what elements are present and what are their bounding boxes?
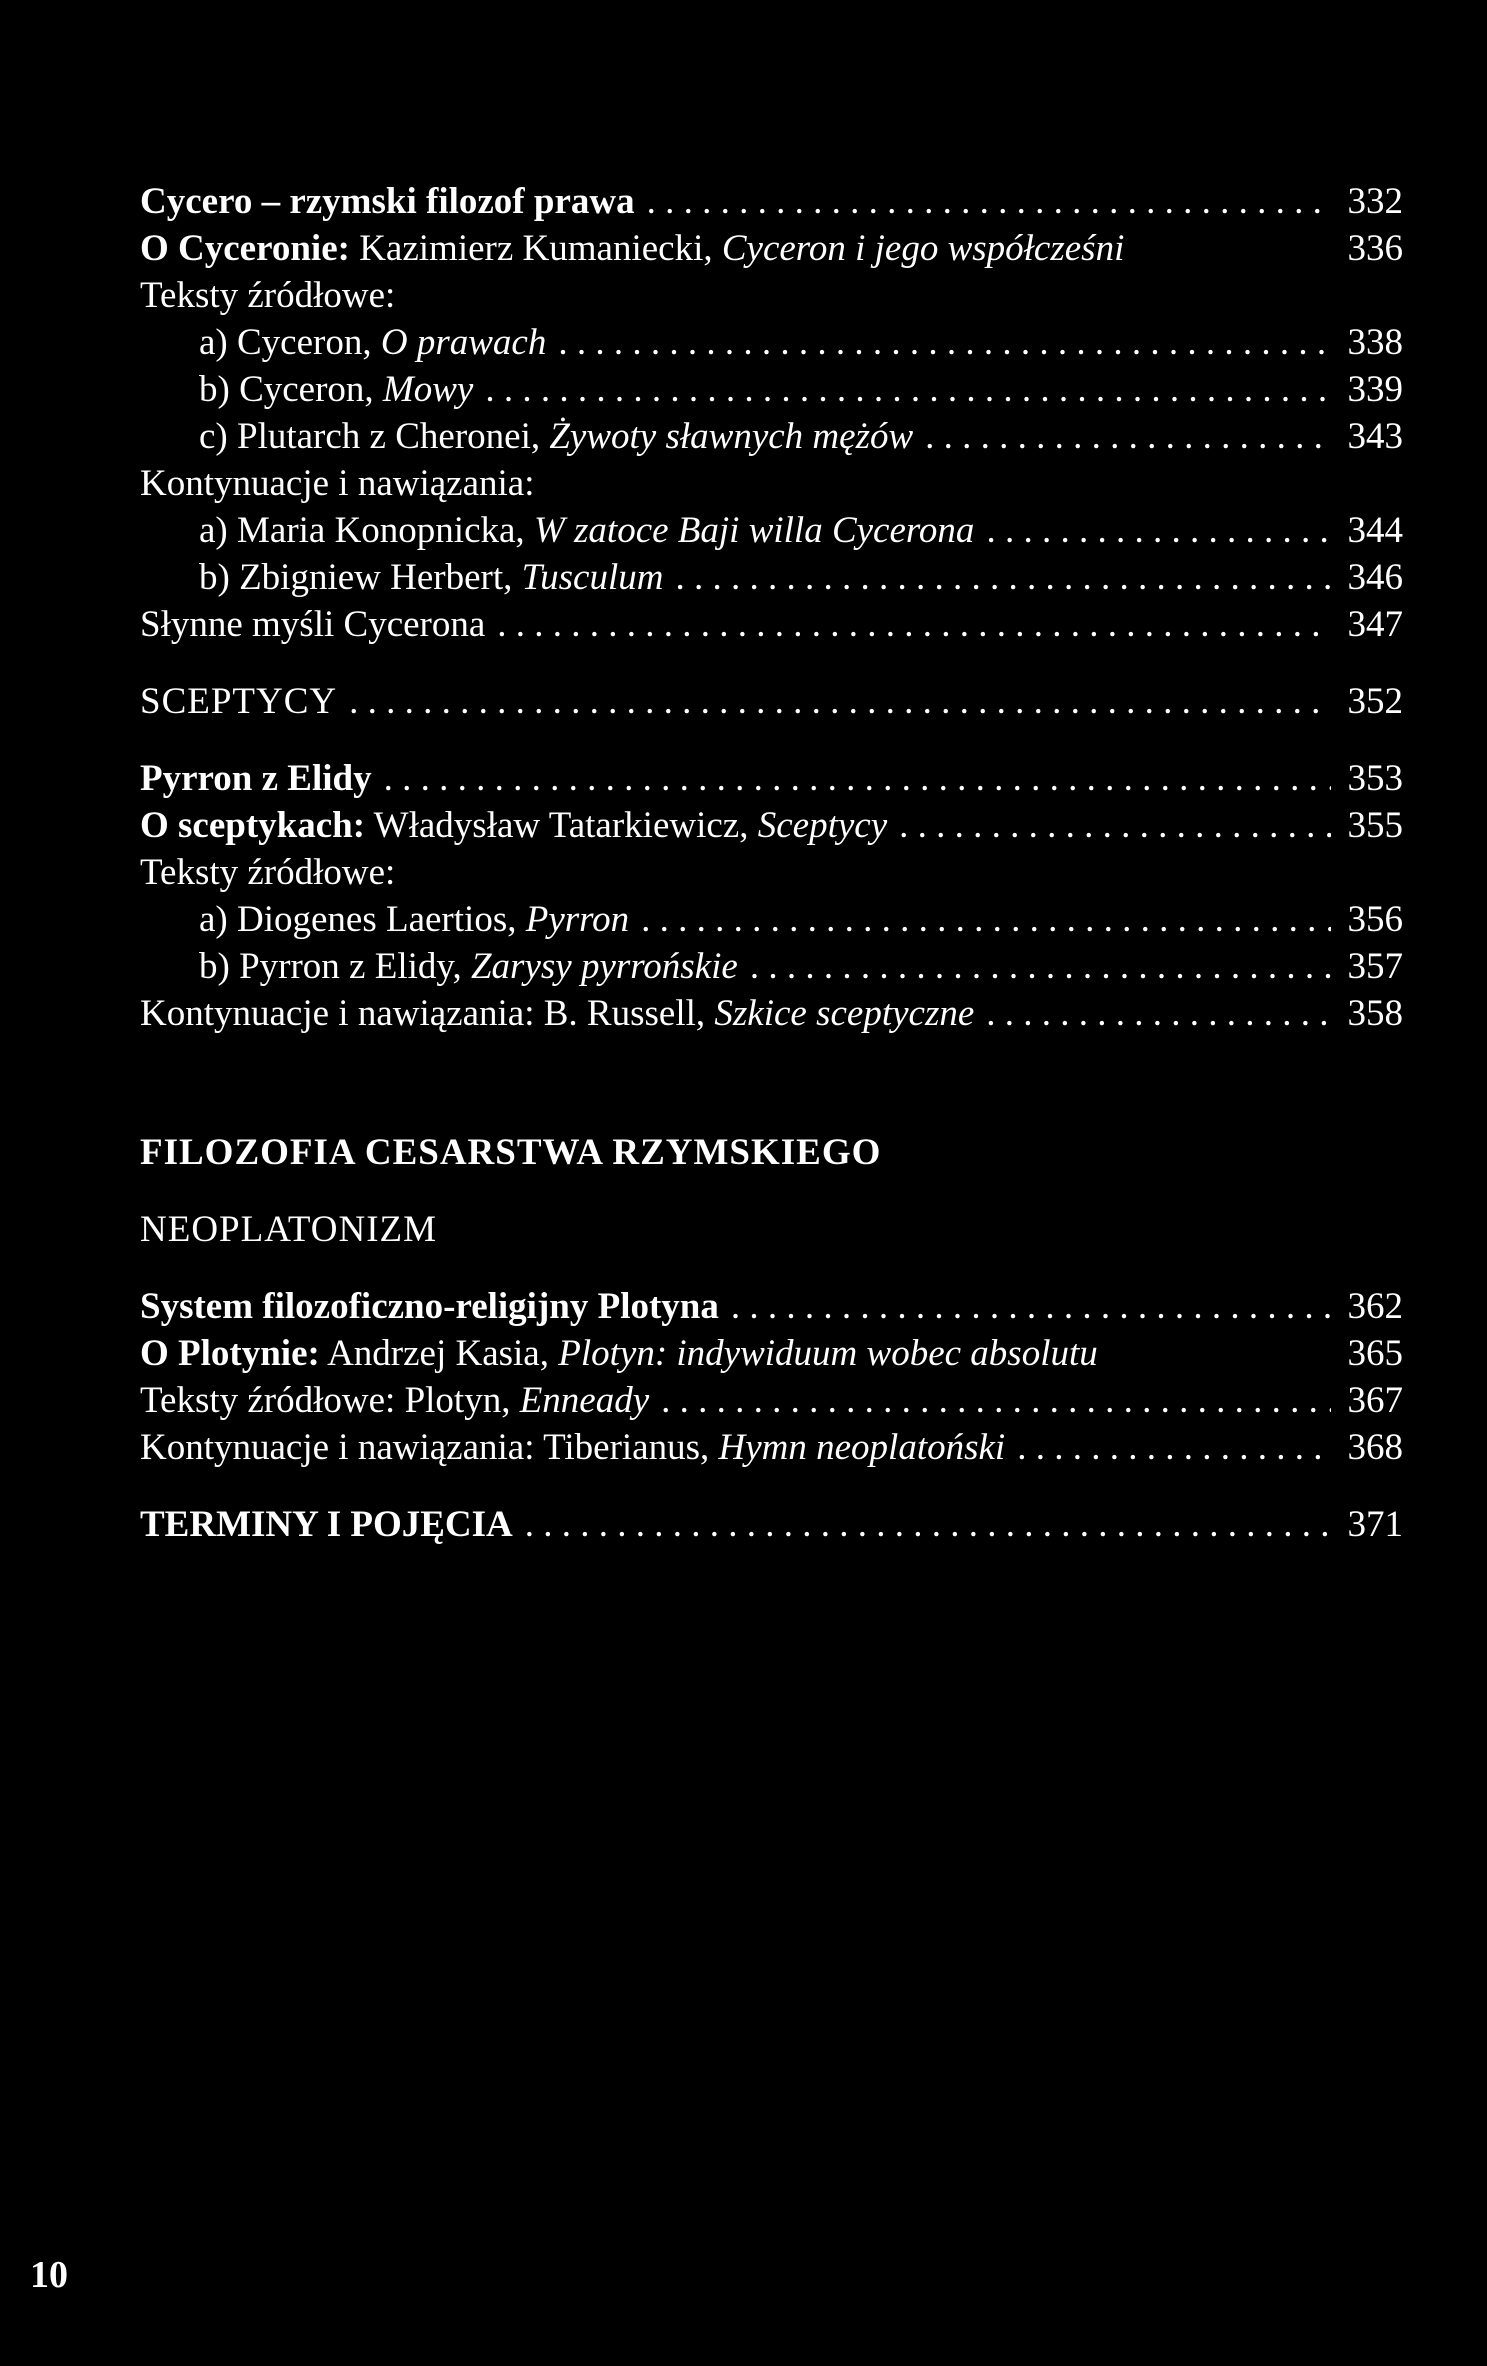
entry-title: c) Plutarch z Cheronei, Żywoty sławnych mężów: [199, 416, 914, 457]
dot-leader: [641, 896, 1331, 943]
dot-leader: [1017, 1424, 1331, 1471]
page-ref: 371: [1347, 1504, 1403, 1545]
entry-title: Pyrron z Elidy: [140, 758, 372, 799]
dot-leader: [349, 678, 1331, 725]
entry-title: b) Cyceron, Mowy: [199, 369, 474, 410]
entry-title: Teksty źródłowe: Plotyn, Enneady: [140, 1380, 650, 1421]
entry-title: TERMINY I POJĘCIA: [140, 1504, 513, 1545]
dot-leader: [750, 943, 1331, 990]
entry-title: SCEPTYCY: [140, 681, 338, 722]
page-ref: 339: [1347, 369, 1403, 410]
dot-leader: [731, 1283, 1331, 1330]
dot-leader: [899, 802, 1331, 849]
toc-entry-system-plotyna: [140, 1283, 1403, 1330]
entry-title: b) Pyrron z Elidy, Zarysy pyrrońskie: [199, 946, 738, 987]
toc-subheading-teksty-2: [140, 849, 1403, 896]
toc-entry-russell: [140, 990, 1403, 1037]
dot-leader: [647, 178, 1331, 225]
toc-entry-o-cyceronie: [140, 225, 1403, 272]
section-heading-neoplatonizm: NEOPLATONIZM: [140, 1209, 438, 1250]
dot-leader: [485, 366, 1331, 413]
page-ref: 347: [1347, 604, 1403, 645]
entry-title: Teksty źródłowe:: [140, 275, 396, 316]
toc-entry-tiberianus: [140, 1424, 1403, 1471]
page-ref: 336: [1347, 228, 1403, 269]
section-heading-filozofia: FILOZOFIA CESARSTWA RZYMSKIEGO: [140, 1132, 882, 1173]
entry-title: Słynne myśli Cycerona: [140, 604, 486, 645]
toc-subheading-kontynuacje: [140, 460, 1403, 507]
entry-title: Teksty źródłowe:: [140, 852, 396, 893]
page-number: 10: [30, 2254, 68, 2296]
page-ref: 355: [1347, 805, 1403, 846]
page-ref: 343: [1347, 416, 1403, 457]
page-ref: 358: [1347, 993, 1403, 1034]
page-ref: 346: [1347, 557, 1403, 598]
page-ref: 356: [1347, 899, 1403, 940]
dot-leader: [497, 601, 1331, 648]
toc-entry-diogenes: [140, 896, 1403, 943]
dot-leader: [661, 1377, 1331, 1424]
page-ref: 357: [1347, 946, 1403, 987]
toc-entry-plutarch: [140, 413, 1403, 460]
entry-title: a) Cyceron, O prawach: [199, 322, 547, 363]
page-ref: 332: [1347, 181, 1403, 222]
dot-leader: [925, 413, 1331, 460]
toc-entry-konopnicka: [140, 507, 1403, 554]
entry-title: a) Maria Konopnicka, W zatoce Baji willa Cycerona: [199, 510, 975, 551]
toc-entry-pyrron-zarysy: [140, 943, 1403, 990]
toc-entry-slynne-mysli: [140, 601, 1403, 648]
entry-title: Kontynuacje i nawiązania: B. Russell, Szkice sceptyczne: [140, 993, 975, 1034]
entry-title: a) Diogenes Laertios, Pyrron: [199, 899, 630, 940]
toc-entry-herbert: [140, 554, 1403, 601]
page-ref: 352: [1347, 681, 1403, 722]
toc-entry-terminy: [140, 1501, 1403, 1548]
page-ref: 344: [1347, 510, 1403, 551]
entry-title: System filozoficzno-religijny Plotyna: [140, 1286, 719, 1327]
entry-title: Kontynuacje i nawiązania:: [140, 463, 535, 504]
dot-leader: [384, 755, 1331, 802]
toc-entry-o-plotynie: [140, 1330, 1403, 1377]
dot-leader: [986, 990, 1331, 1037]
entry-title: O Cyceronie: Kazimierz Kumaniecki, Cyceron i jego współcześni: [140, 228, 1125, 269]
entry-title: b) Zbigniew Herbert, Tusculum: [199, 557, 664, 598]
toc-entry-cyceron-mowy: [140, 366, 1403, 413]
entry-title: O sceptykach: Władysław Tatarkiewicz, Sceptycy: [140, 805, 888, 846]
entry-title: Cycero – rzymski filozof prawa: [140, 181, 635, 222]
toc-subheading-teksty: [140, 272, 1403, 319]
page-ref: 338: [1347, 322, 1403, 363]
toc-entry-pyrron: [140, 755, 1403, 802]
dot-leader: [525, 1501, 1331, 1548]
table-of-contents: [140, 178, 1403, 1548]
toc-entry-o-sceptykach: [140, 802, 1403, 849]
toc-entry-cyceron-o-prawach: [140, 319, 1403, 366]
dot-leader: [675, 554, 1331, 601]
toc-entry-enneady: [140, 1377, 1403, 1424]
entry-title: O Plotynie: Andrzej Kasia, Plotyn: indywiduum wobec absolutu: [140, 1333, 1098, 1374]
toc-entry-cycero: [140, 178, 1403, 225]
page-ref: 368: [1347, 1427, 1403, 1468]
page-ref: 367: [1347, 1380, 1403, 1421]
toc-entry-sceptycy: [140, 678, 1403, 725]
dot-leader: [558, 319, 1331, 366]
page-ref: 365: [1347, 1333, 1403, 1374]
dot-leader: [986, 507, 1331, 554]
page-ref: 353: [1347, 758, 1403, 799]
page-ref: 362: [1347, 1286, 1403, 1327]
entry-title: Kontynuacje i nawiązania: Tiberianus, Hymn neoplatoński: [140, 1427, 1006, 1468]
